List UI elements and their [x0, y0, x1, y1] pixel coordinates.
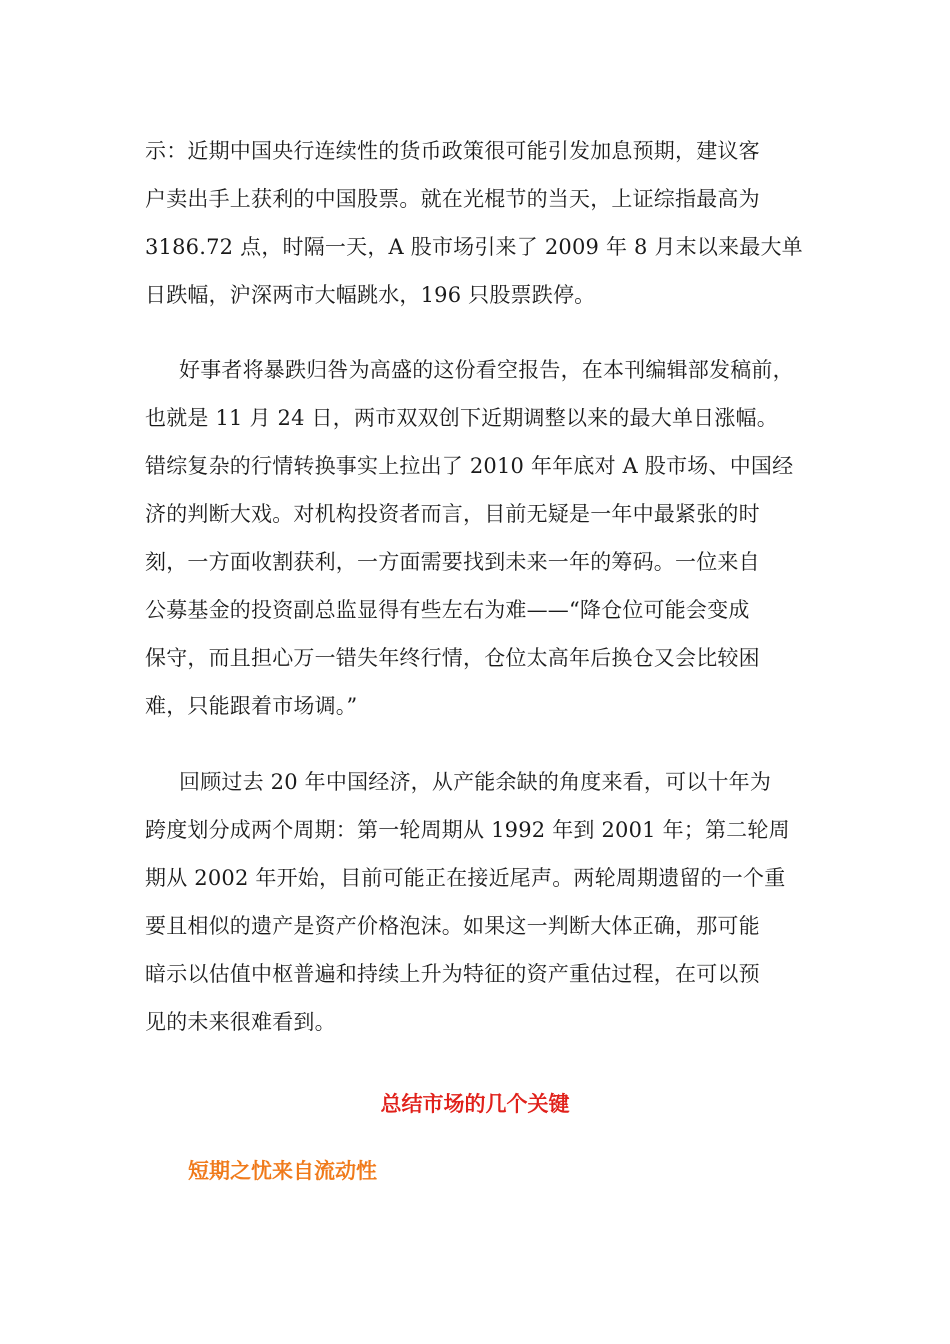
text-line: 3186.72 点，时隔一天，A 股市场引来了 2009 年 8 月末以来最大单 — [145, 235, 803, 259]
text-line: 刻，一方面收割获利，一方面需要找到未来一年的筹码。一位来自 — [145, 550, 760, 574]
text-line: 保守，而且担心万一错失年终行情，仓位太高年后换仓又会比较困 — [145, 646, 760, 670]
text-line: 期从 2002 年开始，目前可能正在接近尾声。两轮周期遗留的一个重 — [145, 866, 786, 890]
text-line: 户卖出手上获利的中国股票。就在光棍节的当天，上证综指最高为 — [145, 187, 760, 211]
paragraph-1 — [145, 127, 825, 319]
text-line: 示：近期中国央行连续性的货币政策很可能引发加息预期，建议客 — [145, 139, 760, 163]
text-line: 济的判断大戏。对机构投资者而言，目前无疑是一年中最紧张的时 — [145, 502, 760, 526]
paragraph-2 — [145, 346, 825, 730]
text-line: 跨度划分成两个周期：第一轮周期从 1992 年到 2001 年；第二轮周 — [145, 818, 790, 842]
text-line: 回顾过去 20 年中国经济，从产能余缺的角度来看，可以十年为 — [179, 770, 772, 794]
section-heading: 总结市场的几个关键 — [380, 1092, 570, 1116]
text-line: 也就是 11 月 24 日，两市双双创下近期调整以来的最大单日涨幅。 — [145, 406, 778, 430]
text-line: 见的未来很难看到。 — [145, 1010, 336, 1034]
subsection-heading: 短期之忧来自流动性 — [188, 1159, 377, 1183]
paragraph-3 — [145, 758, 825, 1046]
text-line: 日跌幅，沪深两市大幅跳水，196 只股票跌停。 — [145, 283, 596, 307]
text-line: 公募基金的投资副总监显得有些左右为难——“降仓位可能会变成 — [145, 598, 750, 622]
text-line: 难，只能跟着市场调。” — [145, 694, 358, 718]
text-line: 暗示以估值中枢普遍和持续上升为特征的资产重估过程，在可以预 — [145, 962, 760, 986]
text-line: 好事者将暴跌归咎为高盛的这份看空报告，在本刊编辑部发稿前， — [179, 358, 794, 382]
text-line: 错综复杂的行情转换事实上拉出了 2010 年年底对 A 股市场、中国经 — [145, 454, 794, 478]
text-line: 要且相似的遗产是资产价格泡沫。如果这一判断大体正确，那可能 — [145, 914, 760, 938]
